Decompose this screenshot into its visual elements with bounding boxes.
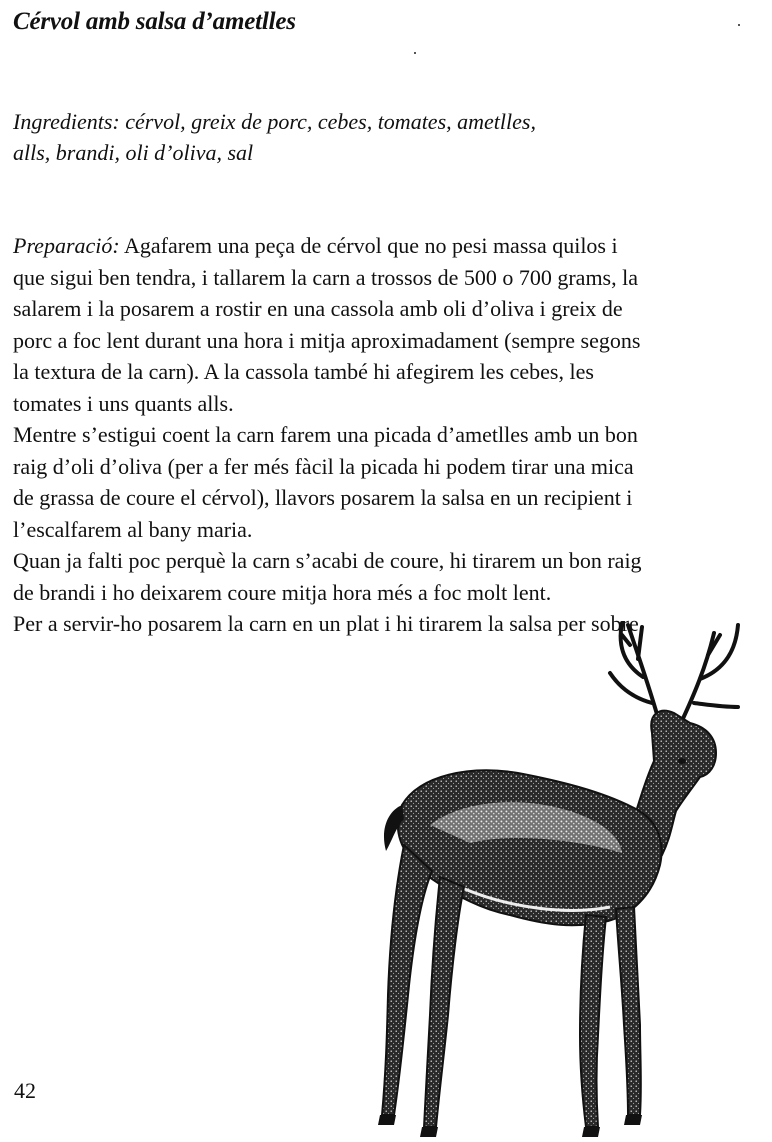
ingredients-line-2: alls, brandi, oli d’oliva, sal [13, 140, 254, 165]
speck [738, 24, 740, 26]
preparation-paragraph-2: Mentre s’estigui coent la carn farem una picada d’ametlles amb un bon raig d’oli d’oliva (per a fer més fàcil la picada hi podem tirar una mica de grassa de coure el cérvol), llavors posarem la salsa en un recipient i l’escalfarem al bany maria. [13, 422, 638, 542]
ingredients-line-1: Ingredients: cérvol, greix de porc, cebes, tomates, ametlles, [13, 109, 536, 134]
page-number: 42 [14, 1078, 36, 1103]
antlers [610, 623, 738, 725]
preparation-paragraph-4: Per a servir-ho posarem la carn en un plat i hi tirarem la salsa per sobre. [13, 611, 645, 636]
preparation-paragraph-1 [13, 230, 645, 419]
deer-illustration [360, 615, 772, 1142]
preparation-text-1: Agafarem una peça de cérvol que no pesi massa quilos i que sigui ben tendra, i tallarem la carn a trossos de 500 o 700 grams, la salarem i la posarem a rostir en una cassola amb oli d’oliva i greix de porc a foc lent durant una hora i mitja aproximadament (sempre segons la textura de la carn). A la cassola també hi afegirem les cebes, les tomates i uns quants alls. [13, 233, 641, 416]
preparation-label: Preparació: [13, 233, 120, 258]
preparation-paragraph-3: Quan ja falti poc perquè la carn s’acabi de coure, hi tirarem un bon raig de brandi i ho deixarem coure mitja hora més a foc molt lent. [13, 548, 642, 605]
preparation-section [13, 230, 645, 640]
speck [414, 52, 416, 54]
page-title: Cérvol amb salsa d’ametlles [13, 8, 296, 35]
ingredients-section [13, 106, 653, 168]
